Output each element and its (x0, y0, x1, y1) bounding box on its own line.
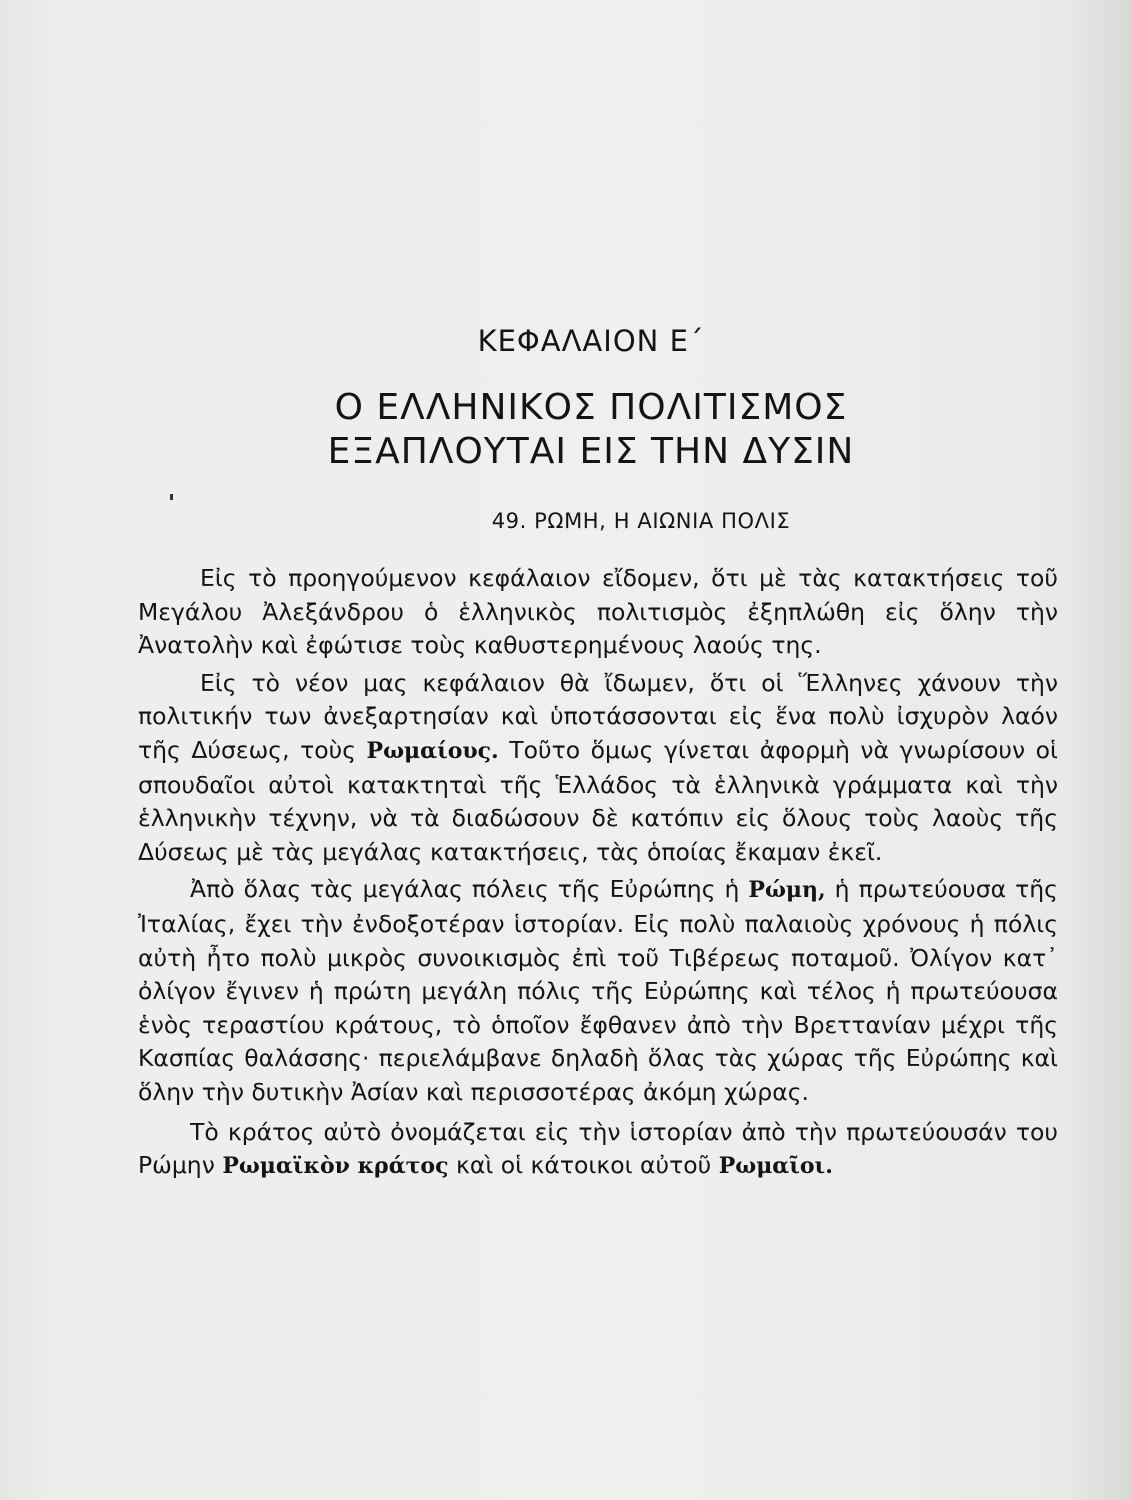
paragraph-2-text-a: Εἰς τὸ νέον μας κεφάλαιον θὰ ἴδωμεν, ὅτι οἱ Ἕλληνες χάνουν τὴν πολιτικήν των ἀνεξαρτησίαν καὶ ὑποτάσσονται εἰς ἕνα πολὺ ἰσχυρὸν λαόν τῆς Δύσεως, τοὺς (138, 668, 1058, 764)
chapter-label: ΚΕΦΑΛΑΙΟΝ Ε΄ (477, 324, 705, 358)
paragraph-4-bold-romans: Ρωμαῖοι. (718, 1153, 833, 1180)
paragraph-3-text-a: Ἀπὸ ὅλας τὰς μεγάλας πόλεις τῆς Εὐρώπης ἡ (190, 875, 740, 904)
paragraph-3 (138, 873, 1058, 1109)
paragraph-4 (138, 1116, 1058, 1184)
paragraph-4-bold-roman-state: Ρωμαϊκὸν κράτος (222, 1153, 449, 1180)
paragraph-3-text-b: ἡ πρωτεύουσα τῆς Ἰταλίας, ἔχει τὴν ἐνδοξοτέραν ἱστορίαν. Εἰς πολὺ παλαιοὺς χρόνους ἡ πόλις αὐτὴ ἦτο πολὺ μικρὸς συνοικισμὸς ἐπὶ τοῦ Τιβέρεως ποταμοῦ. Ὀλίγον κατ᾽ ὀλίγον ἔγινεν ἡ πρώτη μεγάλη πόλις τῆς Εὐρώπης καὶ τέλος ἡ πρωτεύουσα ἑνὸς τεραστίου κράτους, τὸ ὁποῖον ἔφθανεν ἀπὸ τὴν Βρεττανίαν μέχρι τῆς Κασπίας θαλάσσης· περιελάμβανε δηλαδὴ ὅλας τὰς χώρας τῆς Εὐρώπης καὶ ὅλην τὴν δυτικὴν Ἀσίαν καὶ περισσοτέρας ἀκόμη χώρας. (138, 875, 1058, 1106)
chapter-title-line-1: Ο ΕΛΛΗΝΙΚΟΣ ΠΟΛΙΤΙΣΜΟΣ (334, 387, 848, 428)
paragraph-4-text-b: καὶ οἱ κάτοικοι αὐτοῦ (455, 1151, 712, 1180)
print-speck (170, 494, 173, 500)
paragraph-2-bold-romans: Ρωμαίους. (366, 737, 499, 764)
body-text (138, 562, 1058, 1188)
chapter-title-line-2: ΕΞΑΠΛΟΥΤΑΙ ΕΙΣ ΤΗΝ ΔΥΣΙΝ (327, 431, 855, 472)
paragraph-1: Εἰς τὸ προηγούμενον κεφάλαιον εἴδομεν, ὅτι μὲ τὰς κατακτήσεις τοῦ Μεγάλου Ἀλεξάνδρου ὁ ἑλληνικὸς πολιτισμὸς ἐξηπλώθη εἰς ὅλην τὴν Ἀνατολὴν καὶ ἐφώτισε τοὺς καθυστερημένους λαούς της. (138, 564, 1058, 660)
paragraph-2 (138, 667, 1058, 870)
paragraph-4-text-a: Τὸ κράτος αὐτὸ ὀνομάζεται εἰς τὴν ἱστορίαν ἀπὸ τὴν πρωτεύουσάν του Ρώμην (138, 1117, 1058, 1180)
paragraph-2-text-b: Τοῦτο ὅμως γίνεται ἀφορμὴ νὰ γνωρίσουν οἱ σπουδαῖοι αὐτοὶ κατακτηταὶ τῆς Ἑλλάδος τὰ ἑλληνικὰ γράμματα καὶ τὴν ἑλληνικὴν τέχνην, νὰ τὰ διαδώσουν δὲ κατόπιν εἰς ὅλους τοὺς λαοὺς τῆς Δύσεως μὲ τὰς μεγάλας κατακτήσεις, τὰς ὁποίας ἔκαμαν ἐκεῖ. (138, 735, 1058, 866)
section-heading: 49. ΡΩΜΗ, Η ΑΙΩΝΙΑ ΠΟΛΙΣ (491, 509, 791, 533)
paragraph-3-bold-rome: Ρώμη, (748, 877, 826, 904)
